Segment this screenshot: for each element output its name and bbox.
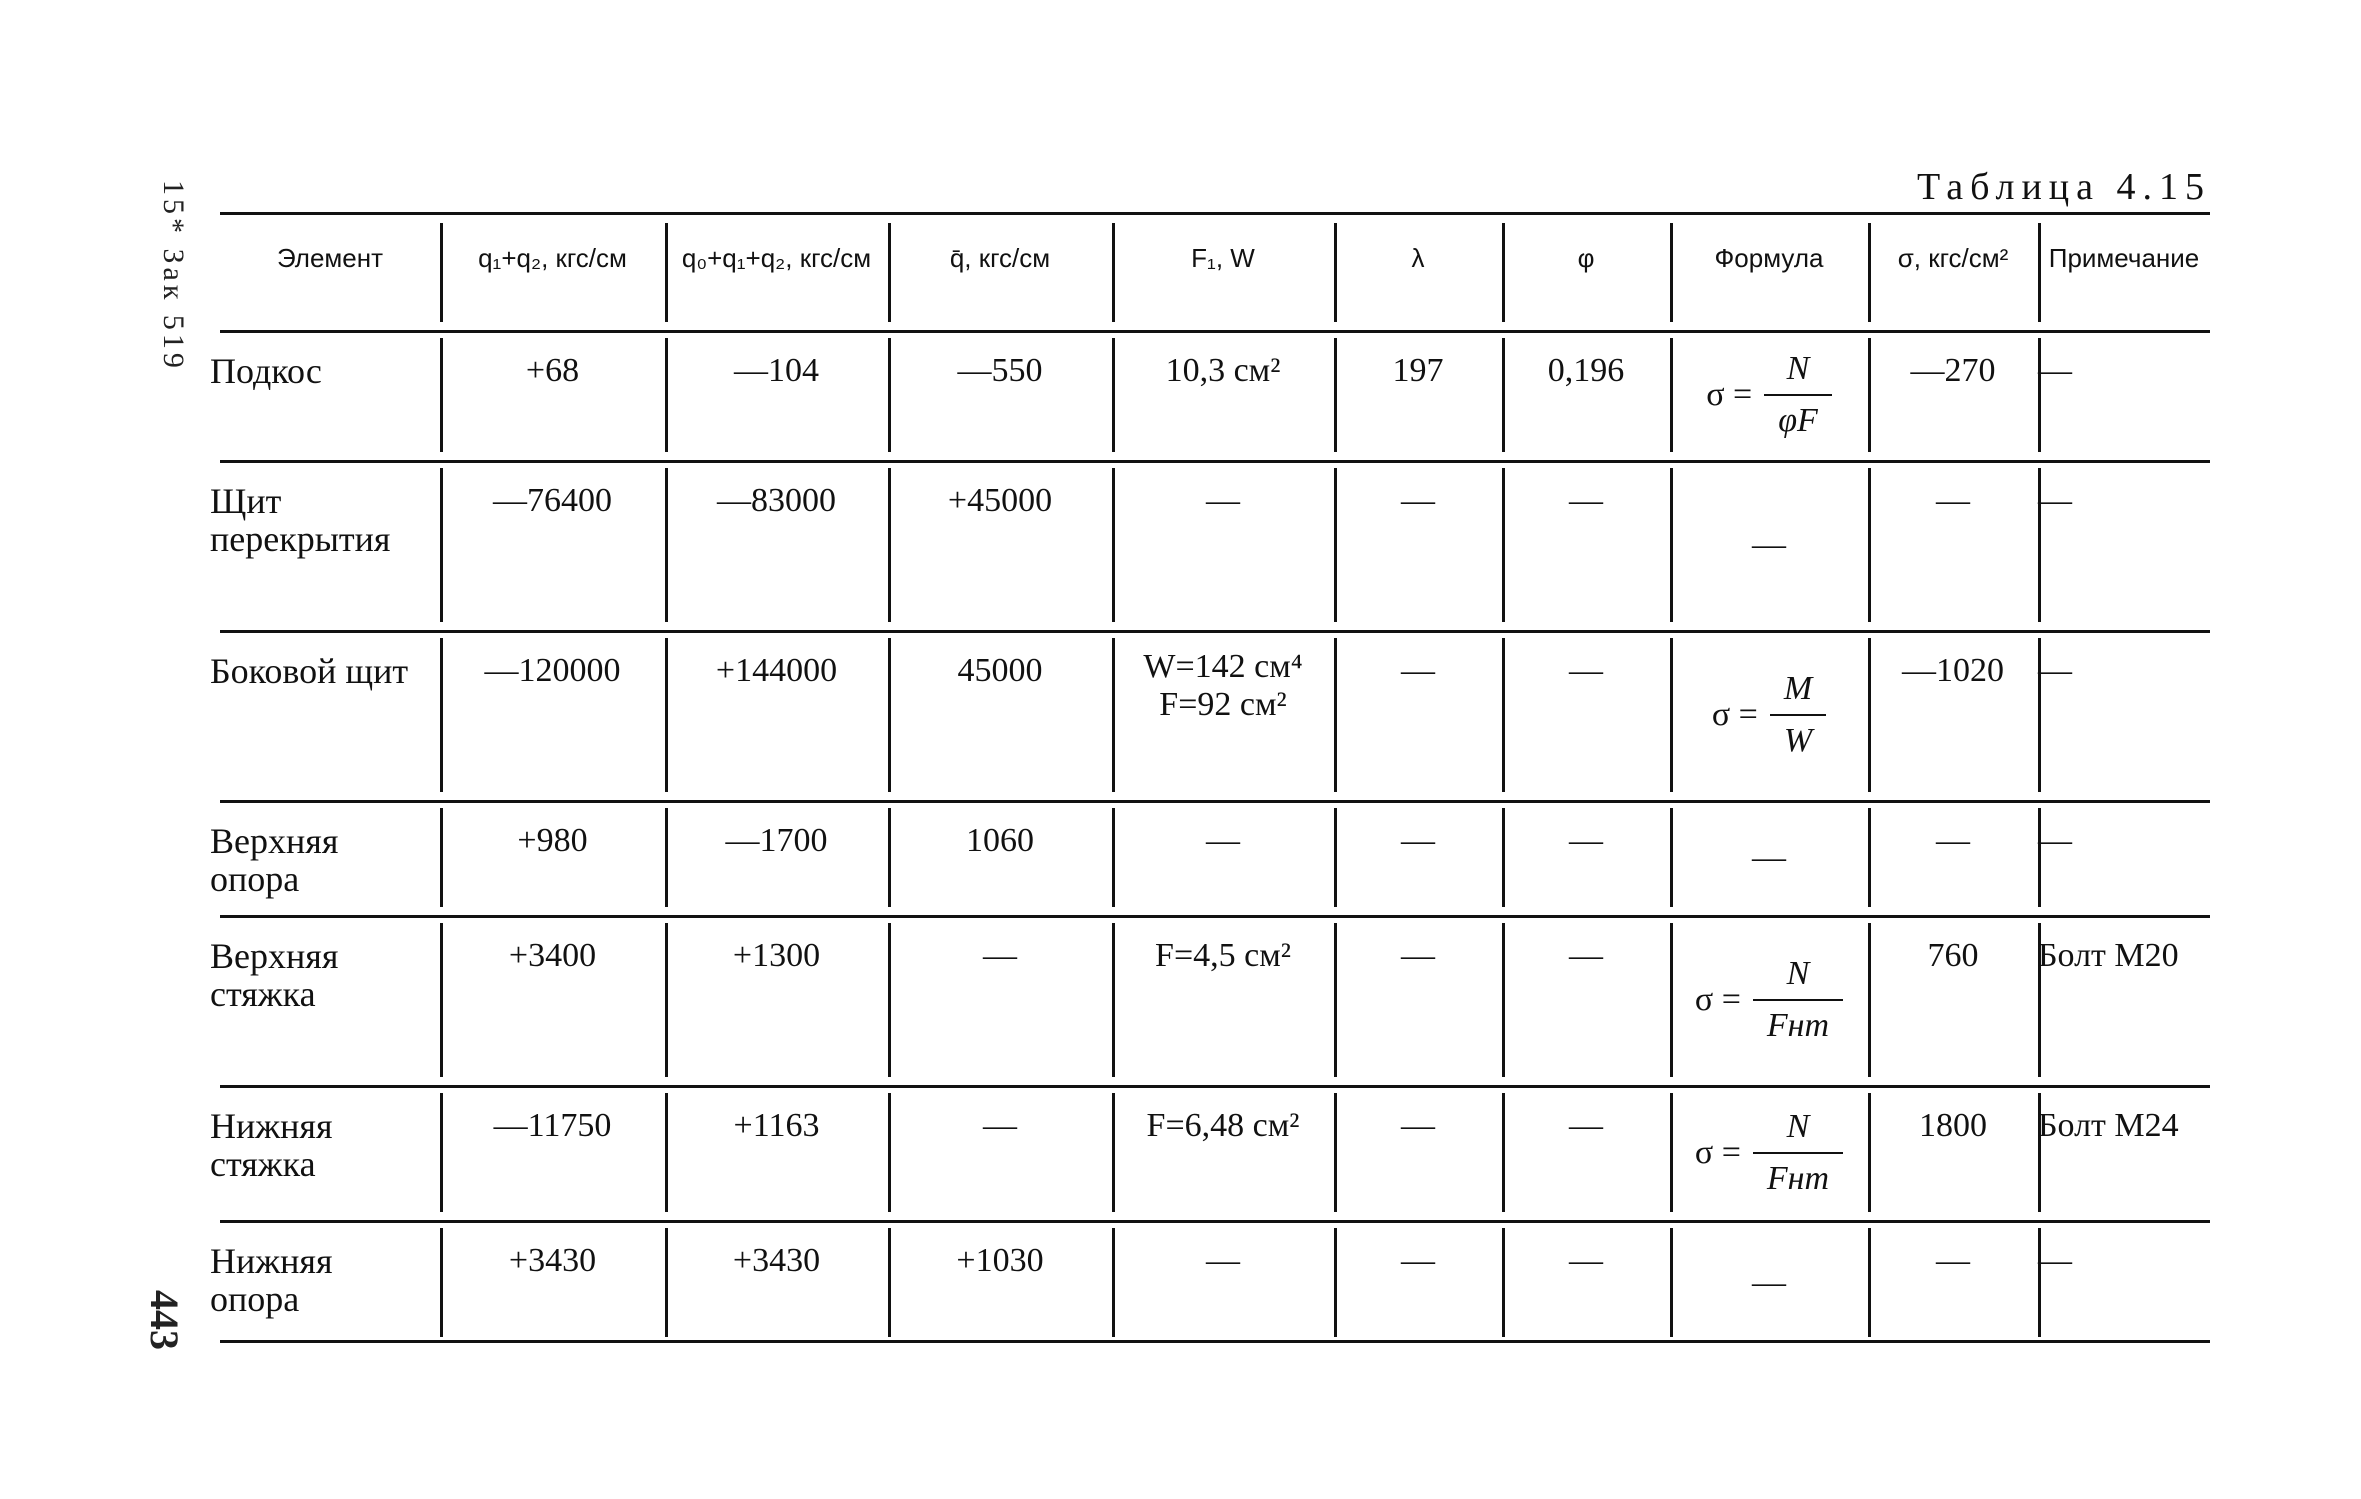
cell-lambda: — (1401, 652, 1435, 689)
table-rule-0 (220, 212, 2210, 215)
cell-note: — (2038, 352, 2072, 389)
cell-lambda: — (1401, 1242, 1435, 1279)
cell-fw: W=142 см⁴ F=92 см² (1143, 648, 1303, 723)
row-element-label: Боковой щит (210, 651, 409, 691)
formula-cell (1670, 1105, 1868, 1200)
column-rule (1868, 223, 1871, 322)
table-rule-7 (220, 1220, 2210, 1223)
formula-lhs: — (1752, 526, 1786, 563)
column-rule (2038, 223, 2041, 322)
table-rule-8 (220, 1340, 2210, 1343)
column-rule (665, 223, 668, 322)
header-q012: q₀+q₁+q₂, кгс/см (681, 243, 872, 273)
column-rule (440, 223, 443, 322)
cell-q012: —83000 (717, 482, 836, 519)
cell-note: — (2038, 482, 2072, 519)
formula-denominator: φF (1764, 394, 1832, 440)
header-note: Примечание (2048, 243, 2200, 273)
formula-cell (1670, 820, 1868, 895)
formula-fraction (1764, 350, 1832, 440)
cell-q12: —76400 (493, 482, 612, 519)
cell-fw: F=4,5 см² (1155, 937, 1291, 974)
column-rule (1112, 223, 1115, 322)
formula-numerator: M (1783, 670, 1813, 707)
cell-q12: +3400 (508, 937, 597, 974)
header-sigma: σ, кгс/см² (1897, 243, 2009, 273)
cell-q12: —120000 (484, 652, 621, 689)
cell-qbar: +1030 (956, 1242, 1044, 1279)
formula-numerator: N (1786, 955, 1810, 992)
cell-qbar: 45000 (957, 652, 1043, 689)
row-element-label: Щит перекрытия (210, 481, 391, 559)
cell-qbar: +45000 (947, 482, 1053, 519)
header-qbar: q̄, кгс/см (949, 243, 1051, 273)
cell-q12: —11750 (493, 1107, 612, 1144)
cell-lambda: — (1401, 482, 1435, 519)
cell-q012: —1700 (725, 822, 828, 859)
cell-fw: — (1206, 822, 1240, 859)
column-rule (1502, 223, 1505, 322)
header-fw: F₁, W (1191, 243, 1255, 273)
cell-qbar: — (983, 1107, 1017, 1144)
column-rule (888, 223, 891, 322)
row-element-label: Верхняя стяжка (210, 936, 339, 1014)
formula-denominator: W (1770, 714, 1826, 760)
cell-sigma: — (1936, 482, 1970, 519)
formula-denominator: Fнт (1753, 1152, 1843, 1198)
cell-phi: — (1569, 1107, 1603, 1144)
table-rule-3 (220, 630, 2210, 633)
table-rule-5 (220, 915, 2210, 918)
header-lambda: λ (1411, 243, 1425, 273)
cell-qbar: — (983, 937, 1017, 974)
cell-note: — (2038, 1242, 2072, 1279)
cell-q012: +1300 (732, 937, 821, 974)
page-number: 443 (142, 1290, 187, 1350)
cell-sigma: 760 (1927, 937, 1979, 974)
cell-phi: — (1569, 937, 1603, 974)
cell-lambda: — (1401, 937, 1435, 974)
row-element-label: Нижняя опора (210, 1241, 333, 1319)
formula-lhs: σ = (1706, 376, 1753, 413)
formula-cell (1670, 350, 1868, 440)
formula-fraction (1770, 670, 1826, 760)
table-rule-2 (220, 460, 2210, 463)
formula-cell (1670, 650, 1868, 780)
column-rule (1670, 223, 1673, 322)
formula-cell (1670, 1240, 1868, 1325)
cell-phi: — (1569, 822, 1603, 859)
header-element: Элемент (276, 243, 384, 273)
formula-denominator: Fнт (1753, 999, 1843, 1045)
table-rule-1 (220, 330, 2210, 333)
cell-sigma: —270 (1910, 352, 1996, 389)
cell-q012: +144000 (715, 652, 838, 689)
cell-sigma: 1800 (1919, 1107, 1987, 1144)
cell-phi: 0,196 (1547, 352, 1625, 389)
cell-note: — (2038, 652, 2072, 689)
row-element-label: Нижняя стяжка (210, 1106, 333, 1184)
formula-cell (1670, 480, 1868, 610)
formula-lhs: σ = (1694, 981, 1741, 1018)
cell-sigma: — (1936, 1242, 1970, 1279)
cell-q012: +3430 (732, 1242, 821, 1279)
cell-fw: — (1206, 1242, 1240, 1279)
formula-numerator: N (1786, 1107, 1810, 1145)
cell-phi: — (1569, 652, 1603, 689)
cell-fw: — (1206, 482, 1240, 519)
cell-fw: F=6,48 см² (1146, 1107, 1300, 1144)
margin-side-note: 15* Зак 519 (157, 180, 190, 372)
cell-phi: — (1569, 1242, 1603, 1279)
formula-lhs: σ = (1694, 1133, 1741, 1171)
cell-lambda: — (1401, 1107, 1435, 1144)
header-formula: Формула (1714, 243, 1824, 273)
cell-note: Болт М20 (2038, 937, 2179, 974)
formula-numerator: N (1786, 350, 1810, 387)
formula-cell (1670, 935, 1868, 1065)
cell-q012: +1163 (733, 1107, 820, 1144)
cell-note: Болт М24 (2038, 1107, 2179, 1144)
cell-q12: +980 (517, 822, 588, 859)
table-title: Таблица 4.15 (1916, 166, 2211, 208)
formula-fraction (1753, 955, 1843, 1045)
cell-fw: 10,3 см² (1165, 352, 1281, 389)
formula-lhs: — (1752, 838, 1786, 876)
cell-phi: — (1569, 482, 1603, 519)
formula-lhs: σ = (1711, 696, 1758, 733)
cell-qbar: —550 (957, 352, 1043, 389)
cell-qbar: 1060 (966, 822, 1034, 859)
cell-q012: —104 (734, 352, 819, 389)
header-phi: φ (1577, 243, 1595, 273)
row-element-label: Верхняя опора (210, 821, 339, 899)
cell-sigma: —1020 (1902, 652, 2004, 689)
cell-sigma: — (1936, 822, 1970, 859)
cell-lambda: — (1401, 822, 1435, 859)
row-element-label: Подкос (210, 351, 322, 391)
table-rule-6 (220, 1085, 2210, 1088)
column-rule (1334, 223, 1337, 322)
cell-q12: +3430 (508, 1242, 597, 1279)
cell-lambda: 197 (1392, 352, 1444, 389)
table-rule-4 (220, 800, 2210, 803)
header-q12: q₁+q₂, кгс/см (478, 243, 627, 273)
cell-note: — (2038, 822, 2072, 859)
cell-q12: +68 (525, 352, 580, 389)
formula-fraction (1753, 1108, 1843, 1198)
formula-lhs: — (1752, 1263, 1786, 1301)
